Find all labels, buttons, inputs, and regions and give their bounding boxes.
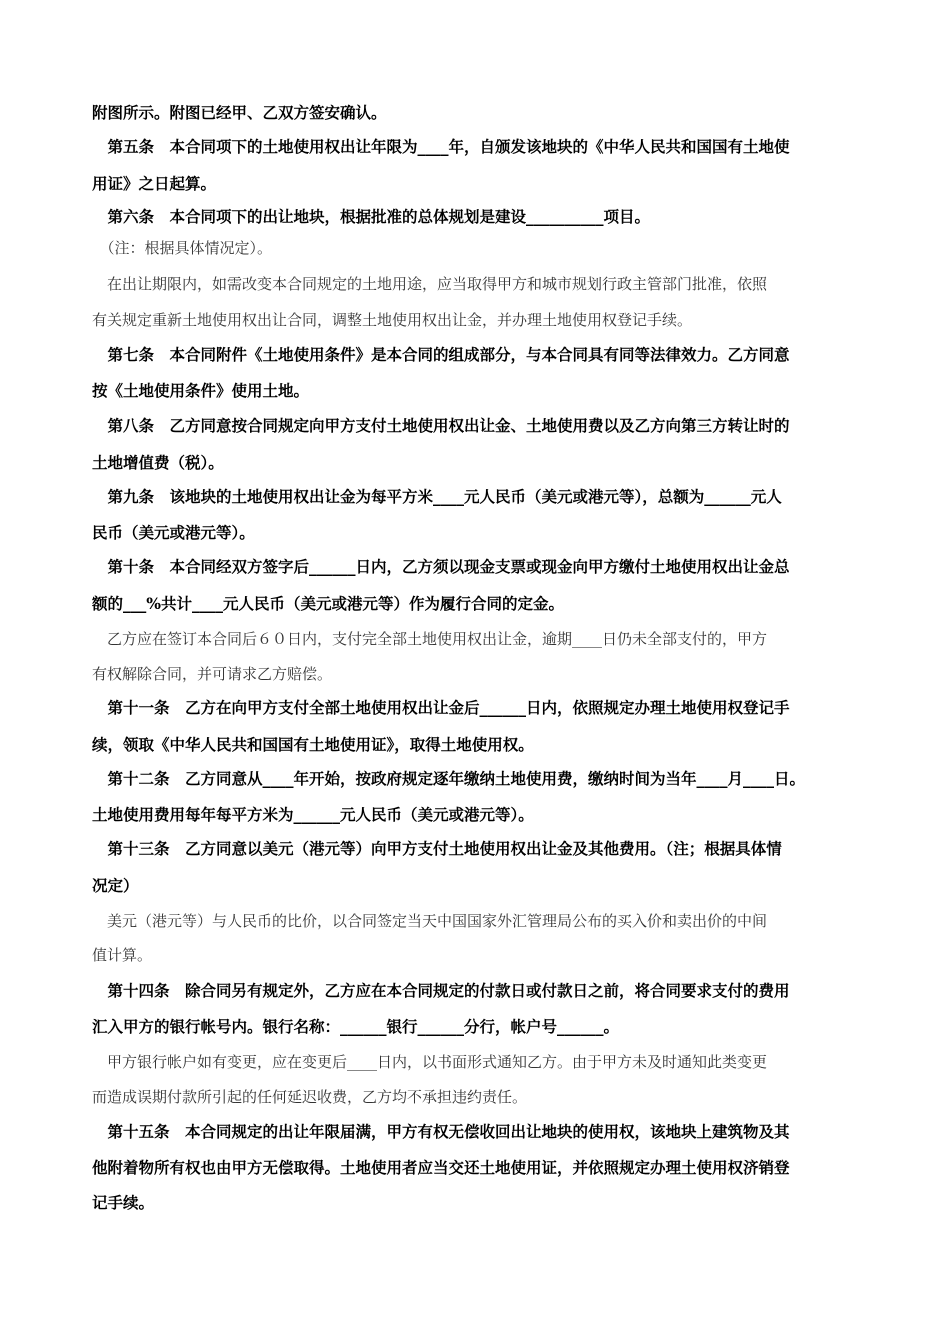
article-11-line-1: 第十一条 乙方在向甲方支付全部土地使用权出让金后______日内，依照规定办理土地使用权登记手 xyxy=(92,698,790,717)
article-5-line-2: 用证》之日起算。 xyxy=(92,174,217,193)
note-line: （注：根据具体情况定）。 xyxy=(92,239,273,257)
article-14-line-1: 第十四条 除合同另有规定外，乙方应在本合同规定的付款日或付款日之前，将合同要求支付的费用 xyxy=(92,981,790,1000)
article-6-line-1: 第六条 本合同项下的出让地块，根据批准的总体规划是建设__________项目。 xyxy=(92,207,651,226)
article-13-line-1: 第十三条 乙方同意以美元（港元等）向甲方支付土地使用权出让金及其他费用。（注；根据具体情 xyxy=(92,839,782,858)
article-8-line-1: 第八条 乙方同意按合同规定向甲方支付土地使用权出让金、土地使用费以及乙方向第三方转让时的 xyxy=(92,416,790,435)
paragraph-line: 甲方银行帐户如有变更，应在变更后____日内，以书面形式通知乙方。由于甲方未及时通知此类变更 xyxy=(92,1053,768,1071)
article-10-line-1: 第十条 本合同经双方签字后______日内，乙方须以现金支票或现金向甲方缴付土地使用权出让金总 xyxy=(92,557,790,576)
article-7-line-2: 按《土地使用条件》使用土地。 xyxy=(92,381,310,400)
article-7-line-1: 第七条 本合同附件《土地使用条件》是本合同的组成部分，与本合同具有同等法律效力。乙方同意 xyxy=(92,345,790,364)
article-11-line-2: 续，领取《中华人民共和国国有土地使用证》，取得土地使用权。 xyxy=(92,735,534,754)
text-line-1: 附图所示。附图已经甲、乙双方签安确认。 xyxy=(92,103,387,122)
article-15-line-2: 他附着物所有权也由甲方无偿取得。土地使用者应当交还土地使用证，并依照规定办理土使用权济销登 xyxy=(92,1158,790,1177)
article-13-line-2: 况定） xyxy=(92,876,139,895)
paragraph-line: 美元（港元等）与人民币的比价，以合同签定当天中国国家外汇管理局公布的买入价和卖出价的中间 xyxy=(92,912,768,930)
paragraph-line: 在出让期限内，如需改变本合同规定的土地用途，应当取得甲方和城市规划行政主管部门批准，依照 xyxy=(92,275,768,293)
article-5-line-1: 第五条 本合同项下的土地使用权出让年限为____年，自颁发该地块的《中华人民共和国国有土地使 xyxy=(92,137,790,156)
paragraph-line: 值计算。 xyxy=(92,946,153,964)
article-14-line-2: 汇入甲方的银行帐号内。银行名称：______银行______分行，帐户号______。 xyxy=(92,1017,620,1036)
article-9-line-1: 第九条 该地块的土地使用权出让金为每平方米____元人民币（美元或港元等），总额为______元人 xyxy=(92,487,782,506)
article-8-line-2: 土地增值费（税）。 xyxy=(92,453,224,472)
article-10-line-2: 额的___%共计____元人民币（美元或港元等）作为履行合同的定金。 xyxy=(92,594,564,613)
article-15-line-1: 第十五条 本合同规定的出让年限届满，甲方有权无偿收回出让地块的使用权，该地块上建筑物及其 xyxy=(92,1122,790,1141)
paragraph-line: 而造成误期付款所引起的任何延迟收费，乙方均不承担违约责任。 xyxy=(92,1088,528,1106)
paragraph-line: 有权解除合同，并可请求乙方赔偿。 xyxy=(92,665,333,683)
article-12-line-2: 土地使用费用每年每平方米为______元人民币（美元或港元等）。 xyxy=(92,805,534,824)
article-15-line-3: 记手续。 xyxy=(92,1193,155,1212)
article-12-line-1: 第十二条 乙方同意从____年开始，按政府规定逐年缴纳土地使用费，缴纳时间为当年____月____日。 xyxy=(92,769,806,788)
paragraph-line: 有关规定重新土地使用权出让合同，调整土地使用权出让金，并办理土地使用权登记手续。 xyxy=(92,311,693,329)
paragraph-line: 乙方应在签订本合同后６０日内，支付完全部土地使用权出让金，逾期____日仍未全部支付的，甲方 xyxy=(92,630,768,648)
article-9-line-2: 民币（美元或港元等）。 xyxy=(92,523,255,542)
